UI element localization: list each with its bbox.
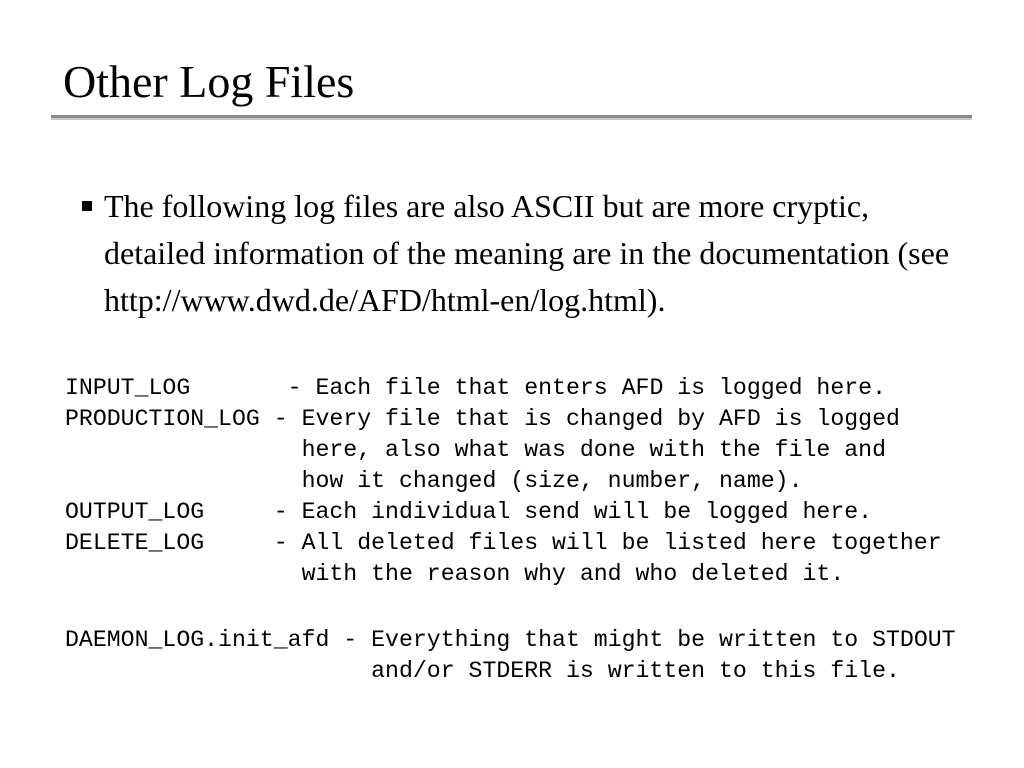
log-description: [302, 528, 942, 590]
title-divider: [51, 115, 972, 120]
log-description: [371, 625, 955, 687]
log-description-line: here, also what was done with the file and: [301, 437, 886, 463]
log-entry-production-log: [65, 404, 956, 497]
log-description-line: and/or STDERR is written to this file.: [371, 658, 900, 684]
log-description-line: Each individual send will be logged here.: [301, 499, 873, 525]
log-description-line: Each file that enters AFD is logged here.: [315, 375, 886, 401]
log-description: [315, 373, 886, 404]
square-bullet-icon: [82, 201, 92, 211]
log-name: PRODUCTION_LOG: [65, 406, 260, 432]
log-description: [302, 497, 873, 528]
bullet-item: [80, 183, 950, 324]
log-description-line: Everything that might be written to STDOUT: [371, 627, 956, 653]
log-separator: -: [259, 406, 302, 432]
log-entry-daemon-log: [65, 625, 956, 687]
log-entry-delete-log: [65, 528, 956, 590]
log-file-listing: [65, 373, 956, 687]
log-separator: -: [259, 530, 302, 556]
log-entry-output-log: [65, 497, 956, 528]
log-description-line: how it changed (size, number, name).: [301, 468, 803, 494]
log-separator: -: [259, 499, 302, 525]
log-separator: -: [273, 375, 316, 401]
bullet-text: The following log files are also ASCII but are more cryptic, detailed information of the meaning are in the documentation (see http://www.dwd.de/AFD/html-en/log.html).: [104, 188, 950, 318]
log-description: [302, 404, 900, 497]
log-description-line: Every file that is changed by AFD is logged: [301, 406, 900, 432]
log-spacer: [65, 590, 956, 625]
log-separator: -: [329, 627, 372, 653]
log-name: DELETE_LOG: [65, 530, 260, 556]
log-name: DAEMON_LOG.init_afd: [65, 627, 330, 653]
bullet-list: [80, 183, 950, 324]
log-description-line: with the reason why and who deleted it.: [301, 561, 845, 587]
log-name: OUTPUT_LOG: [65, 499, 260, 525]
log-name: INPUT_LOG: [65, 375, 274, 401]
slide-title: Other Log Files: [63, 56, 355, 107]
log-entry-input-log: [65, 373, 956, 404]
log-description-line: All deleted files will be listed here together: [301, 530, 942, 556]
